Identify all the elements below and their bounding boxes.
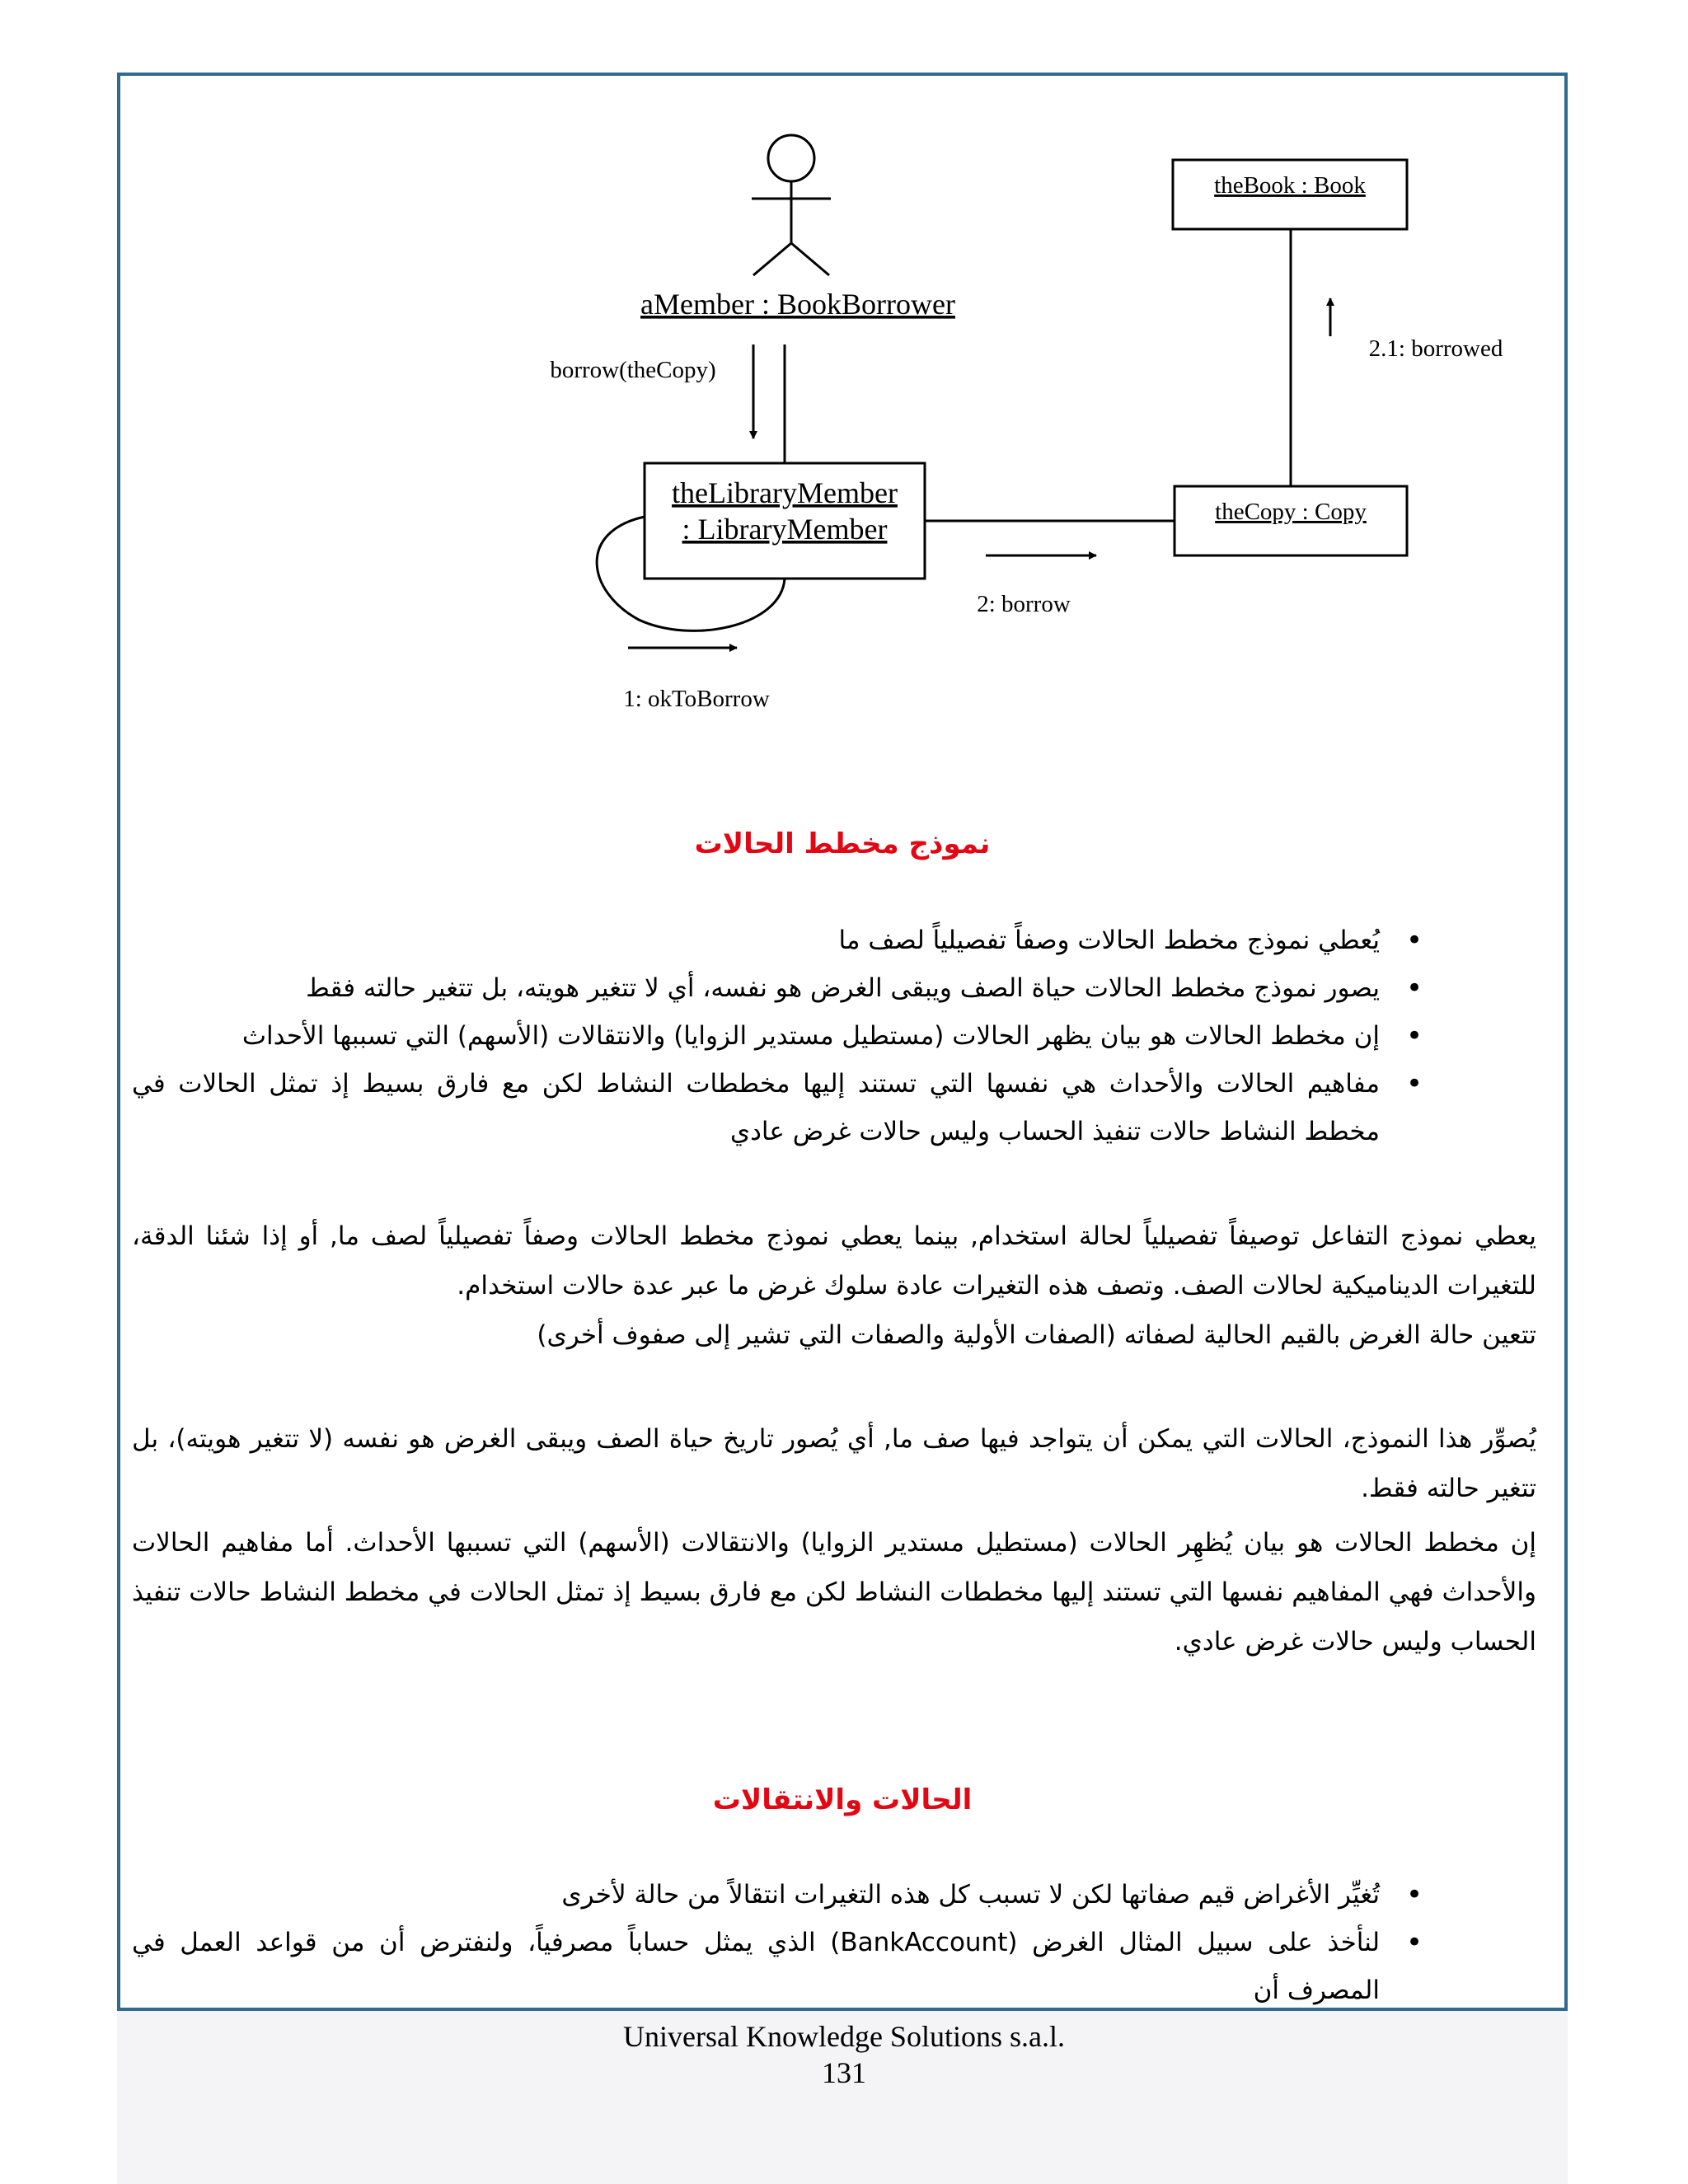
actor-label: aMember : BookBorrower (640, 288, 955, 321)
paragraph-object-state: تتعين حالة الغرض بالقيم الحالية لصفاته (الصفات الأولية والصفات التي تشير إلى صفوف أخرى) (537, 1320, 1536, 1350)
footer-company: Universal Knowledge Solutions s.a.l. (623, 2020, 1065, 2053)
msg-ok-to-borrow: 1: okToBorrow (623, 686, 770, 712)
collaboration-diagram (0, 0, 1688, 775)
msg-borrow-copy: borrow(theCopy) (550, 357, 716, 383)
msg-borrowed: 2.1: borrowed (1368, 335, 1503, 362)
paragraph-model-depicts: يُصوِّر هذا النموذج، الحالات التي يمكن أن يتواجد فيها صف ما, أي يُصور تاريخ حياة الصف ويبقى الغرض هو نفسه (لا تتغير هويته)، بل تتغير حالته فقط. (132, 1424, 1536, 1503)
actor-icon (752, 135, 831, 275)
section-title-states-transitions: الحالات والانتقالات (712, 1783, 973, 1816)
page-number: 131 (822, 2056, 866, 2089)
paragraph-state-diagram-definition: إن مخطط الحالات هو بيان يُظهِر الحالات (مستطيل مستدير الزوايا) والانتقالات (الأسهم) التي تسببها الأحداث. أما مفاهيم الحالات والأحداث فهي المفاهيم نفسها التي تستند إليها مخططات النشاط لكن مع فارق بسيط إذ تمثل الحالات في مخطط النشاط حالات تنفيذ الحساب وليس حالات غرض عادي. (132, 1528, 1536, 1657)
states-transitions-bullets (132, 1871, 1439, 2014)
bullet-item: • يُعطي نموذج مخطط الحالات وصفاً تفصيلياً لصف ما (132, 916, 1439, 964)
state-diagram-bullets (132, 916, 1439, 1155)
copy-label: theCopy : Copy (1215, 499, 1367, 525)
bullet-item: • تُغيِّر الأغراض قيم صفاتها لكن لا تسبب كل هذه التغيرات انتقالاً من حالة لأخرى (132, 1871, 1439, 1919)
library-member-label-2: : LibraryMember (682, 513, 888, 546)
bullet-item: • إن مخطط الحالات هو بيان يظهر الحالات (مستطيل مستدير الزوايا) والانتقالات (الأسهم) التي تسببها الأحداث (132, 1012, 1439, 1060)
section-title-state-diagram: نموذج مخطط الحالات (694, 827, 991, 860)
bullet-item: • مفاهيم الحالات والأحداث هي نفسها التي تستند إليها مخططات النشاط لكن مع فارق بسيط إذ تمثل الحالات في مخطط النشاط حالات تنفيذ الحساب وليس حالات غرض عادي (132, 1060, 1439, 1155)
book-label: theBook : Book (1214, 172, 1366, 199)
msg-borrow: 2: borrow (977, 591, 1071, 617)
bullet-item: • لنأخذ على سبيل المثال الغرض (BankAccount) الذي يمثل حساباً مصرفياً، ولنفترض أن من قواعد العمل في المصرف أن (132, 1919, 1439, 2014)
bullet-item: • يصور نموذج مخطط الحالات حياة الصف ويبقى الغرض هو نفسه، أي لا تتغير هويته، بل تتغير حالته فقط (132, 964, 1439, 1012)
library-member-label-1: theLibraryMember (672, 476, 898, 509)
paragraph-interaction-model: يعطي نموذج التفاعل توصيفاً تفصيلياً لحالة استخدام, بينما يعطي نموذج مخطط الحالات وصفاً تفصيلياً لصف ما, أو إذا شئنا الدقة، للتغيرات الديناميكية لحالات الصف. وتصف هذه التغيرات عادة سلوك غرض ما عبر عدة حالات استخدام. (132, 1221, 1536, 1301)
